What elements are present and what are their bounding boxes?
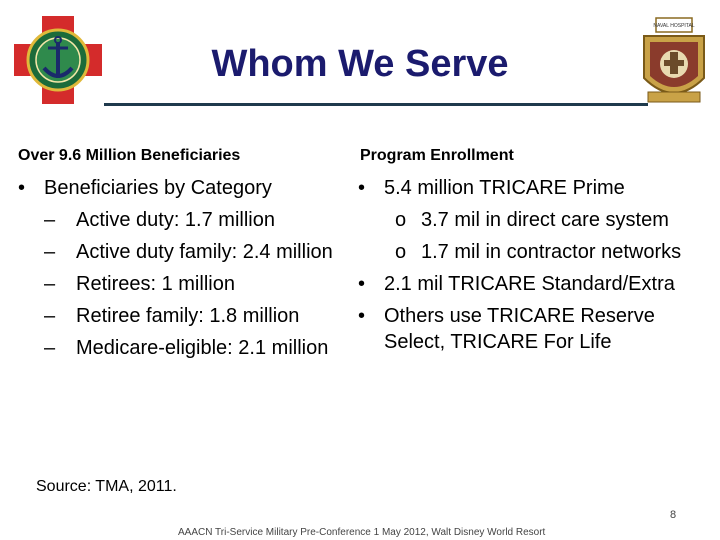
enrollment-sub-item: 1.7 mil in contractor networks [421,241,682,263]
dash-marker: – [44,273,56,295]
dash-marker: – [44,337,56,359]
sub-marker: o [395,209,407,231]
enrollment-item-continued: Select, TRICARE For Life [384,331,612,353]
enrollment-item: 5.4 million TRICARE Prime [384,177,625,199]
source-note: Source: TMA, 2011. [36,478,177,495]
dash-marker: – [44,209,56,231]
footer-text: AAACN Tri-Service Military Pre-Conference 1 May 2012, Walt Disney World Resort [178,527,546,538]
bullet-marker: • [358,273,366,295]
title-divider [104,103,648,106]
dash-marker: – [44,305,56,327]
bullet-marker: • [358,305,366,327]
enrollment-sub-item: 3.7 mil in direct care system [421,209,669,231]
page-number: 8 [670,509,677,521]
list-item: Medicare-eligible: 2.1 million [76,337,329,359]
left-column-heading: Over 9.6 Million Beneficiaries [18,147,241,164]
bullet-marker: • [358,177,366,199]
list-item: Active duty family: 2.4 million [76,241,333,263]
right-column-heading: Program Enrollment [360,147,514,164]
svg-text:NAVAL HOSPITAL: NAVAL HOSPITAL [653,23,695,29]
list-item: Active duty: 1.7 million [76,209,275,231]
bullet-marker: • [18,177,26,199]
enrollment-item: 2.1 mil TRICARE Standard/Extra [384,273,675,295]
enrollment-item: Others use TRICARE Reserve [384,305,655,327]
category-bullet: Beneficiaries by Category [44,177,272,199]
page-title: Whom We Serve [211,43,509,85]
list-item: Retirees: 1 million [76,273,235,295]
sub-marker: o [395,241,407,263]
list-item: Retiree family: 1.8 million [76,305,300,327]
dash-marker: – [44,241,56,263]
